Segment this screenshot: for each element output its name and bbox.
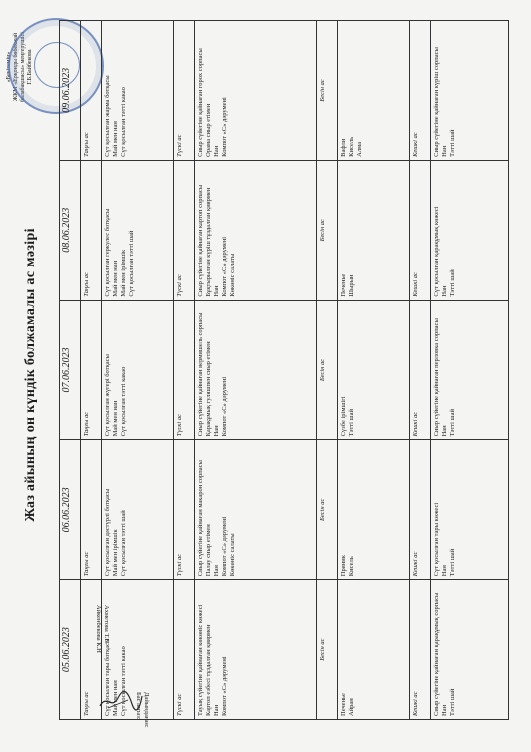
menu-item: Сүт қосылған тары ботқасы <box>103 638 111 716</box>
menu-cell <box>337 440 409 580</box>
menu-item: Май мен нан <box>111 400 119 437</box>
section-label-snack: Бесін ас <box>317 21 338 161</box>
menu-item: Сүт қосылған тәтті шай <box>119 510 127 577</box>
menu-item: Нан <box>212 285 220 297</box>
menu-item: Кисель <box>347 556 355 577</box>
menu-item: Айран <box>347 698 355 716</box>
menu-item: Тәтті шай <box>448 548 456 577</box>
menu-cell <box>337 580 409 720</box>
section-label-dinner: Кешкі ас <box>410 440 431 580</box>
menu-item: Кисель <box>347 136 355 157</box>
menu-item: Май мен ірімшік <box>119 249 127 297</box>
menu-item: Картоп езбесі тұздалған қиярмен <box>204 624 212 716</box>
menu-cell <box>430 21 508 161</box>
menu-cell <box>194 440 316 580</box>
page-title: Жаз айының он күндік болжамалы ас мәзірі <box>23 228 38 522</box>
section-label-snack: Бесін ас <box>317 300 338 440</box>
menu-item: Сиыр сүйегіне қайнаған горох сорпасы <box>196 48 204 157</box>
menu-item: Сиыр сүйегіне қайнаған қарақұмық сорпасы <box>432 592 440 716</box>
menu-cell <box>430 580 508 720</box>
section-label-dinner: Кешкі ас <box>410 300 431 440</box>
menu-item: Май мен нан <box>111 260 119 297</box>
section-label-lunch: Түскі ас <box>173 580 194 720</box>
menu-item: Сиыр сүйегіне қайнаған вермишель сорпасы <box>196 312 204 437</box>
menu-item: Нан <box>440 285 448 297</box>
menu-item: Нан <box>212 425 220 437</box>
menu-item: Сиыр сүйегіне қайнаған картоп сорпасы <box>196 184 204 297</box>
section-label-lunch: Түскі ас <box>173 21 194 161</box>
menu-cell <box>194 160 316 300</box>
section-label-row <box>173 21 194 720</box>
menu-cell <box>337 21 409 161</box>
menu-item: Сүт қосылған геркулес ботқасы <box>103 208 111 297</box>
approval-line: «Бекітемін» <box>6 51 12 83</box>
menu-item: Печенье <box>339 273 347 297</box>
prepared-label: Дайындаған: <box>143 692 150 728</box>
menu-item: Нан <box>440 704 448 716</box>
menu-cell <box>337 300 409 440</box>
section-items-row <box>430 21 508 720</box>
menu-cell <box>101 440 173 580</box>
menu-item: Сиыр сүйегіне қайнаған перловка сорпасы <box>432 318 440 437</box>
section-label-snack: Бесін ас <box>317 160 338 300</box>
menu-item: Шырын <box>347 274 355 297</box>
menu-item: Сиыр сүйегіне қайнаған макарон сорпасы <box>196 460 204 577</box>
menu-cell <box>194 580 316 720</box>
date-header: 09.06.2023 <box>60 21 81 161</box>
menu-cell <box>430 300 508 440</box>
approval-line: ЖКМ «Ерқонды бөбекжай <box>13 32 19 102</box>
footer-names <box>86 605 110 745</box>
section-label-row <box>317 21 338 720</box>
section-label-breakfast: Таңғы ас <box>81 300 102 440</box>
menu-cell <box>430 160 508 300</box>
menu-item: Нан <box>212 565 220 577</box>
prepared-name: Ахметова Т.Б. <box>103 605 110 644</box>
date-header: 07.06.2023 <box>60 300 81 440</box>
menu-item: Пряник <box>339 555 347 577</box>
section-items-row <box>194 21 316 720</box>
date-header: 08.06.2023 <box>60 160 81 300</box>
date-header: 06.06.2023 <box>60 440 81 580</box>
menu-item: Палау сиыр етімен <box>204 524 212 577</box>
menu-cell <box>101 21 173 161</box>
menu-item: Сиыр сүйегіне қайнаған күріш сорпасы <box>432 47 440 157</box>
menu-item: Орама сиыр етімен <box>204 103 212 157</box>
menu-item: Сүт қосылған қарақұмық көжесі <box>432 206 440 297</box>
menu-item: Сүт қосылған тәтті какао <box>119 366 127 437</box>
approval-line: Г.Б.Байбекова <box>27 49 33 85</box>
menu-cell <box>101 160 173 300</box>
section-label-snack: Бесін ас <box>317 580 338 720</box>
menu-item: Тәтті шай <box>448 688 456 716</box>
menu-item: Сүт қосылған тәтті какао <box>119 646 127 716</box>
menu-item: Сүт қосылған тәтті шай <box>127 230 135 297</box>
menu-item: Нан <box>212 704 220 716</box>
menu-item: Тәтті шай <box>448 269 456 297</box>
section-label-breakfast: Таңғы ас <box>81 440 102 580</box>
nurse-name: Айкенбекова К.Н <box>95 605 102 653</box>
section-label-dinner: Кешкі ас <box>410 160 431 300</box>
menu-item: Компот «С» дәрумені <box>220 656 228 716</box>
section-items-row <box>337 21 409 720</box>
menu-item: Бұқтырылған күріш тұздалған қиярмен <box>204 187 212 297</box>
section-label-snack: Бесін ас <box>317 440 338 580</box>
menu-item: Нан <box>212 145 220 157</box>
section-label-breakfast: Таңғы ас <box>81 580 102 720</box>
section-label-lunch: Түскі ас <box>173 160 194 300</box>
menu-item: Компот «С» дәрумені <box>220 376 228 437</box>
menu-cell <box>194 300 316 440</box>
section-label-breakfast: Таңғы ас <box>81 160 102 300</box>
section-label-lunch: Түскі ас <box>173 300 194 440</box>
section-label-lunch: Түскі ас <box>173 440 194 580</box>
menu-item: Тауық сүйегіне қайнаған көкөніс көжесі <box>196 604 204 716</box>
menu-item: Қарақұмық гуляшпен сиыр етімен <box>204 341 212 437</box>
section-items-row <box>101 21 173 720</box>
section-label-dinner: Кешкі ас <box>410 21 431 161</box>
menu-item: Сүт қосылған тәтті какао <box>119 87 127 157</box>
menu-item: Көкөніс салаты <box>228 533 236 577</box>
menu-item: Вафли <box>339 138 347 157</box>
menu-item: Нан <box>440 425 448 437</box>
menu-item: Компот «С» дәрумені <box>220 516 228 577</box>
menu-item: Сүзбе ірімшігі <box>339 396 347 437</box>
section-label-breakfast: Таңғы ас <box>81 21 102 161</box>
menu-item: Нан <box>440 565 448 577</box>
menu-item: Көкөніс салаты <box>228 253 236 297</box>
nurse-label: Бас аспаз: <box>135 692 142 720</box>
menu-item: Май мен нан <box>111 680 119 716</box>
menu-item: Нан <box>440 145 448 157</box>
menu-item: Тәтті шай <box>347 409 355 437</box>
signature-mark <box>98 690 144 712</box>
approval-line: балабақшасы» меңгерушісі <box>20 32 26 102</box>
menu-item: Тәтті шай <box>448 409 456 437</box>
date-header: 05.06.2023 <box>60 580 81 720</box>
menu-item: Май мен ірімшік <box>111 529 119 577</box>
menu-item: Компот «С» дәрумені <box>220 236 228 297</box>
menu-table <box>59 20 509 720</box>
menu-item: Сүт қосылған дәстүрлі ботқасы <box>103 488 111 577</box>
menu-cell <box>101 300 173 440</box>
menu-cell <box>194 21 316 161</box>
date-header-row <box>60 21 81 720</box>
menu-item: Май мен нан <box>111 121 119 157</box>
menu-item: Сүт қосылған жарма ботқасы <box>103 75 111 157</box>
menu-cell <box>430 440 508 580</box>
menu-item: Сүт қосылған жүгері ботқасы <box>103 354 111 437</box>
menu-item: Сүт қосылған тары көжесі <box>432 502 440 577</box>
menu-item: Компот «С» дәрумені <box>220 97 228 157</box>
section-label-row <box>410 21 431 720</box>
menu-item: Печенье <box>339 693 347 716</box>
menu-item: Тәтті шай <box>448 129 456 157</box>
section-label-dinner: Кешкі ас <box>410 580 431 720</box>
menu-item: Алма <box>355 141 363 157</box>
menu-cell <box>337 160 409 300</box>
